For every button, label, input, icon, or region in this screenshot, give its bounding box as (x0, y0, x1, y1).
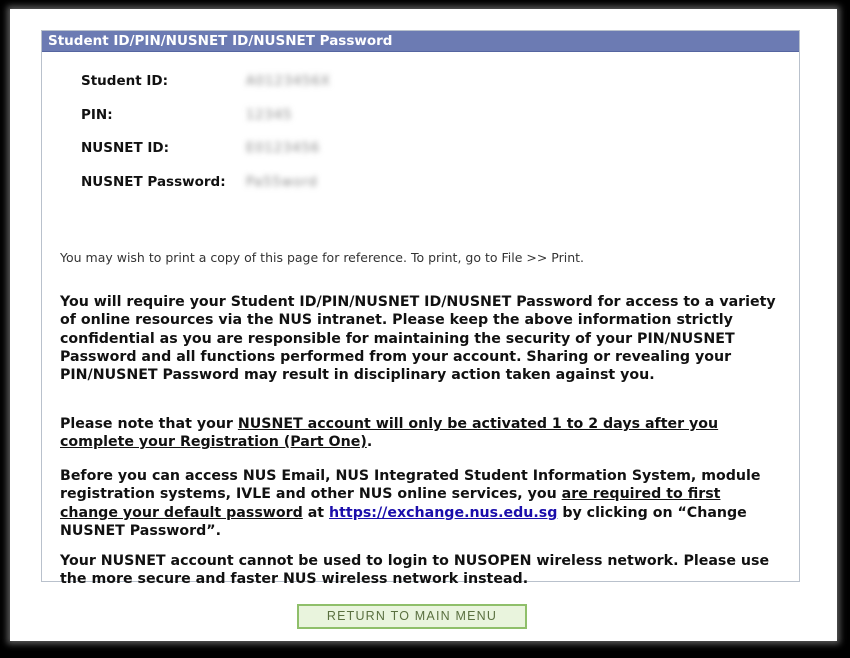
credentials-panel (41, 30, 800, 588)
activation-notice-underlined: NUSNET account will only be activated 1 to 2 days after you complete your Registration (Part One) (60, 416, 719, 451)
exchange-link[interactable]: https://exchange.nus.edu.sg (329, 504, 558, 521)
credential-label: NUSNET ID: (81, 140, 170, 156)
change-password-suffix: by clicking on “Change NUSNET Password”. (60, 504, 747, 539)
change-password-prefix: Before you can access NUS Email, NUS Integrated Student Information System, module registration systems, IVLE and other NUS online services, you (60, 468, 761, 503)
credential-label: PIN: (81, 106, 113, 123)
credential-label: Student ID: (81, 73, 168, 89)
panel-title: Student ID/PIN/NUSNET ID/NUSNET Password (42, 31, 799, 52)
print-instructions: You may wish to print a copy of this page for reference. To print, go to File >> Print. (60, 250, 585, 265)
activation-notice-prefix: Please note that your (60, 416, 238, 432)
activation-notice-suffix: . (366, 434, 373, 451)
wireless-notice-paragraph: Your NUSNET account cannot be used to login to NUSOPEN wireless network. Please use the more secure and faster NUS wireless network instead. (60, 553, 770, 588)
access-info-paragraph: You will require your Student ID/PIN/NUSNET ID/NUSNET Password for access to a variety of online resources via the NUS intranet. Please keep the above information strictly confidential as you are responsible for maintaining the security of your PIN/NUSNET Password and all functions performed from your account. Sharing or revealing your PIN/NUSNET Password may result in disciplinary action taken against you. (60, 294, 776, 384)
page-frame (10, 9, 837, 641)
change-password-paragraph (60, 467, 782, 540)
credential-value-blurred: E0123456 (246, 141, 321, 156)
credential-value-blurred: Pa55word (246, 174, 318, 190)
activation-notice-paragraph (60, 415, 782, 452)
credential-value-blurred: 12345 (246, 107, 293, 123)
credential-value-blurred: A0123456X (246, 74, 331, 89)
change-password-required: are required to first change your default password (60, 486, 721, 521)
change-password-middle: at (302, 504, 330, 521)
return-to-main-menu-button[interactable]: RETURN TO MAIN MENU (297, 604, 527, 629)
credential-label: NUSNET Password: (81, 173, 226, 190)
